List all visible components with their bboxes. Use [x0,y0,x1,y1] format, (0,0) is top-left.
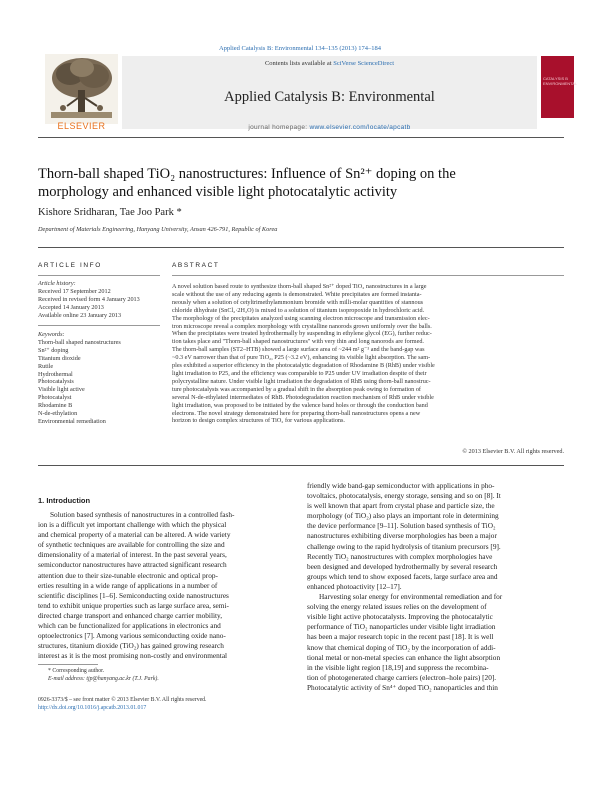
text-line: Harvesting solar energy for environmental remediation and for [319,592,503,602]
email-note[interactable]: E-mail address: tjp@hanyang.ac.kr (T.J. Park). [48,675,159,682]
text-line: challenge owing to the rapid hydrolysis of titanium precursors [9]. [307,541,501,551]
abstract-line: ~0.3 eV narrower than that of pure TiO₂, P25 (~3.2 eV), enhancing its visible light absorption. The sam- [172,354,431,362]
homepage-link[interactable]: www.elsevier.com/locate/apcatb [309,124,411,131]
article-title [38,165,568,201]
text-line: know that chemical doping of TiO₂ by the incorporation of addi- [307,642,496,652]
title-line-1: Thorn-ball shaped TiO₂ nanostructures: Influence of Sn²⁺ doping on the [38,166,456,182]
contents-line [122,60,537,67]
publisher-name: ELSEVIER [57,121,106,131]
keywords [38,331,163,426]
journal-reference[interactable]: Applied Catalysis B: Environmental 134–135 (2013) 174–184 [218,45,382,52]
text-line: dimensionality of a material of interest. In the past several years, [38,550,227,560]
title-line-2: morphology and enhanced visible light photocatalytic activity [38,184,398,200]
abstract-line: light irradiation to P25, and the efficiency was comparable to P25 under UV irradiation despite of their [172,369,427,377]
keyword: Environmental remediation [38,417,106,425]
text-line: which can be functionalized for applications in electronics and [38,621,221,631]
abstract-line: polycrystalline nature. Under visible light irradiation the degradation of RhB using thorn-ball nanostruc- [172,377,431,385]
issn-line: 0926-3373/$ – see front matter © 2013 Elsevier B.V. All rights reserved. [38,697,207,703]
keyword: Hydrothermal [38,370,73,378]
abstract-line: light irradiation, was proposed to be initiated by the valence band holes or through the conduction band [172,401,428,409]
keywords-label: Keywords: [38,331,65,338]
abstract-line: tion takes place and "Thorn-ball shaped nanostructures" with very thin and long nanorods are formed. [172,338,424,346]
abstract-line: The thorn-ball samples (ST2–HTB) showed a large surface area of ~244 m² g⁻¹ and the band-gap was [172,346,425,354]
footnote-rule [38,664,98,665]
text-line: ion is a difficult yet important challenge with which the physical [38,520,227,530]
text-line: Recently TiO₂ nanostructures with complex morphologies have [307,551,493,561]
text-line: performance of TiO₂ nanoparticles under visible light irradiation [307,622,496,632]
abstract-line: neously when a solution of cetyltrimethylammonium bromide with milli-molar quantities of stannous [172,298,424,306]
text-line: groups which tend to show exposed facets, large surface area and [307,571,498,581]
right-column [307,481,564,693]
journal-homepage [122,124,537,131]
left-column [38,510,288,661]
keyword: Visible light active [38,386,85,394]
keyword: Photocatalysis [38,378,74,386]
text-line: friendly wide band-gap semiconductor with applications in pho- [307,481,495,490]
history-received: Received 17 September 2012 [38,287,111,295]
footnotes [48,668,288,683]
text-line: Solution based synthesis of nanostructures in a controlled fash- [50,510,235,519]
introduction-heading: 1. Introduction [38,496,91,505]
abstract-text [172,283,564,425]
text-line: been designed and developed hydrothermally by several research [307,561,498,571]
corresponding-author-note: * Corresponding author. [48,668,105,674]
header-rule [38,137,564,138]
abstract-line: horizon to design complex structures of TiO₂ for various applications. [172,417,345,425]
keyword: Rhodamine B [38,402,73,410]
text-line: solving the energy related issues relies on the development of [307,602,487,612]
keyword: Thorn-ball shaped nanostructures [38,338,121,346]
title-rule [38,247,564,248]
text-line: optoelectronics [7]. Among various semiconducting oxide nano- [38,631,226,641]
keyword: Photocatalyst [38,394,72,402]
abstract-rule [172,275,564,276]
article-info-heading: ARTICLE INFO [38,262,102,269]
text-line: nanostructures exhibiting diverse morphologies has been a major [307,531,497,541]
affiliation: Department of Materials Engineering, Hanyang University, Ansan 426-791, Republic of Korea [38,226,278,233]
text-line: enhanced photoactivity [12–17]. [307,581,402,591]
abstract-heading: ABSTRACT [172,262,220,269]
history-rule [38,325,160,326]
abstract-line: When the precipitates were treated hydrothermally by suspending in ethylene glycol (EG), further reduc- [172,330,432,338]
text-line: directed charge transport and enhanced charge carrier mobility, [38,610,223,620]
text-line: of synthetic techniques are available for controlling the size and [38,540,225,550]
authors[interactable]: Kishore Sridharan, Tae Joo Park * [38,207,182,218]
keyword: Sn²⁺ doping [38,346,69,354]
history-accepted: Accepted 14 January 2013 [38,303,104,311]
elsevier-tree-logo-icon [45,54,118,124]
text-line: has been a major research topic in the recent past [18]. It is well [307,632,494,642]
abstract-line: scale without the use of any reducing agents is demonstrated. White precipitates are formed instanta- [172,290,422,298]
text-line: tend to exhibit unique properties such as large surface area, semi- [38,600,229,610]
abstract-line: ture photocatalysts was accompanied by a gradual shift in the absorption peak owing to formation of [172,385,421,393]
doi-link[interactable]: http://dx.doi.org/10.1016/j.apcatb.2013.01.017 [38,704,147,711]
text-line: tion of photogenerated charge carriers (electron–hole pairs) [20]. [307,672,497,682]
text-line: and chemical property of a material can be altered. A wide variety [38,530,231,540]
text-line: is well known that apart from crystal phase and particle size, the [307,501,495,511]
abstract-line: tron microscope reveal a complex morphology with crystalline nanorods grown uniformly over the balls. [172,322,432,330]
history-revised: Received in revised form 4 January 2013 [38,295,140,303]
text-line: interest as it is the most promising non-costly and environmental [38,651,228,661]
text-line: tional metal or non-metal species can enhance the light absorption [307,652,501,662]
text-line: structures, titanium dioxide (TiO₂) has gained growing research [38,641,224,651]
abstract-end-rule [38,465,564,466]
abstract-line: electrons. The novel strategy demonstrated here for preparing thorn-ball nanostructures opens a new [172,409,421,417]
keyword: Titanium dioxide [38,354,81,362]
article-history [38,280,163,320]
abstract-line: chloride dihydrate (SnCl₂·2H₂O) is mixed to a solution of titanium isopropoxide in hydrochloric acid. [172,306,425,314]
article-info-rule [38,275,160,276]
text-line: erties resulting in a wide range of applications in a number of [38,580,218,590]
history-label: Article history: [38,280,76,287]
front-matter [38,697,338,712]
text-line: morphology (of TiO₂) also plays an important role in determining [307,511,499,521]
keyword: Rutile [38,362,54,370]
text-line: tovoltaics, photocatalysis, energy storage, sensing and so on [8]. It [307,491,501,501]
cover-title: CATALYSIS B ENVIRONMENTAL [543,76,578,86]
sciencedirect-link[interactable]: SciVerse ScienceDirect [333,60,395,67]
journal-name: Applied Catalysis B: Environmental [224,89,435,105]
text-line: attention due to their size-tunable electronic and optical prop- [38,570,218,580]
text-line: visible light active photocatalysts. Improving the photocatalytic [307,612,493,622]
text-line: the device performance [9–11]. Solution based synthesis of TiO₂ [307,521,496,531]
abstract-line: several N-de-ethylated intermediates of RhB. Photodegradation reaction mechanism of RhB under visible [172,393,434,401]
abstract-line: A novel solution based route to synthesize thorn-ball shaped Sn²⁺ doped TiO₂ nanostructures in a large [172,283,427,290]
copyright: © 2013 Elsevier B.V. All rights reserved. [462,448,564,455]
text-line: semiconductor nanostructures have attracted significant research [38,560,227,570]
text-line: in the visible light region [18,19] and suppress the recombina- [307,662,489,672]
contents-prefix: Contents lists available at [264,60,332,67]
abstract-line: The morphology of the precipitates analyzed using scanning electron microscope and transmission elec- [172,314,430,322]
history-online: Available online 23 January 2013 [38,311,122,319]
text-line: Photocatalytic activity of Sn⁴⁺ doped TiO₂ nanoparticles and thin [307,682,498,692]
homepage-prefix: journal homepage: [248,124,308,131]
abstract-line: ples exhibited a superior efficiency in the photocatalytic degradation of Rhodamine B (RhB) under visible [172,362,435,370]
journal-cover-image [541,56,578,118]
keyword: N-de-ethylation [38,410,78,418]
text-line: scientific disciplines [1–6]. Semiconducting oxide nanostructures [38,590,229,600]
